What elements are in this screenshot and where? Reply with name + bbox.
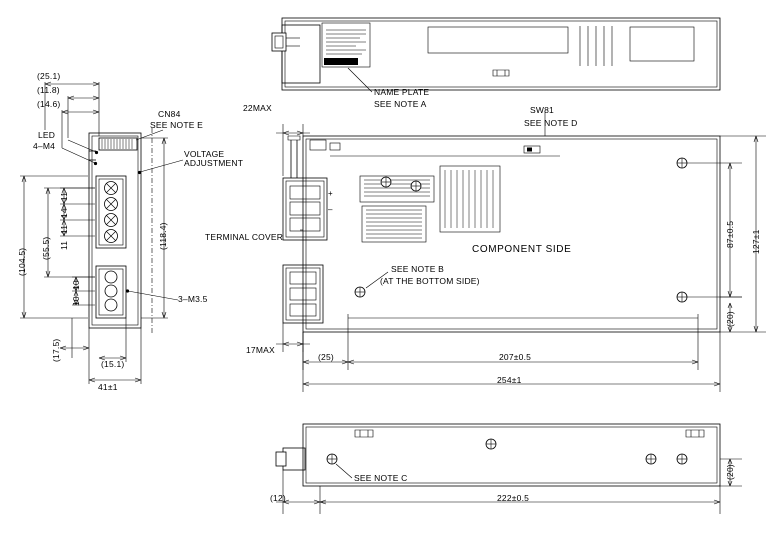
dim-127: 127±1 xyxy=(751,229,761,254)
led-label: LED xyxy=(38,130,56,140)
terminal-minus-label: – xyxy=(328,205,333,214)
dim-14: 14 xyxy=(59,208,69,218)
dim-11-8: (11.8) xyxy=(37,85,60,95)
dim-118-4: (118.4) xyxy=(158,222,168,250)
see-note-e-label: SEE NOTE E xyxy=(150,120,204,130)
see-note-d-label: SEE NOTE D xyxy=(524,118,578,128)
dim-104-5: (104.5) xyxy=(17,247,27,276)
dim-11-a: 11 xyxy=(59,191,69,201)
dim-22max: 22MAX xyxy=(243,103,272,113)
dim-55-5: (55.5) xyxy=(41,236,51,260)
dim-10-b: 10 xyxy=(71,296,81,306)
see-note-c-label: SEE NOTE C xyxy=(354,473,408,483)
dim-207: 207±0.5 xyxy=(499,352,532,362)
dim-14-6: (14.6) xyxy=(37,99,61,109)
see-note-a-label: SEE NOTE A xyxy=(374,99,427,109)
dim-15-1: (15.1) xyxy=(101,359,125,369)
terminal-cover-label: TERMINAL COVER xyxy=(205,232,284,242)
name-plate-label: NAME PLATE xyxy=(374,87,430,97)
component-side-label: COMPONENT SIDE xyxy=(472,244,572,255)
dim-12: (12) xyxy=(270,493,286,503)
dim-41: 41±1 xyxy=(98,382,118,392)
dim-254: 254±1 xyxy=(497,375,522,385)
dim-17-5: (17.5) xyxy=(51,338,61,362)
dim-20-a: (20) xyxy=(725,311,735,327)
cn84-label: CN84 xyxy=(158,109,181,119)
terminal-plus-label: + xyxy=(328,189,333,198)
dim-25-1: (25.1) xyxy=(37,71,61,81)
dim-25: (25) xyxy=(318,352,334,362)
dim-4-m4: 4–M4 xyxy=(33,141,56,151)
dim-10: 10 xyxy=(71,280,81,290)
dim-3-m35: 3–M3.5 xyxy=(178,294,208,304)
dim-11-b: 11 xyxy=(59,224,69,234)
dim-17max: 17MAX xyxy=(246,345,275,355)
at-bottom-side-label: (AT THE BOTTOM SIDE) xyxy=(380,276,480,286)
dim-11-c: 11 xyxy=(59,240,69,250)
dim-87: 87±0.5 xyxy=(725,220,735,248)
sw81-label: SW81 xyxy=(530,105,554,115)
see-note-b-label: SEE NOTE B xyxy=(391,264,445,274)
dim-20-b: (20) xyxy=(725,464,735,480)
dim-222: 222±0.5 xyxy=(497,493,530,503)
voltage-adjustment-label: VOLTAGE ADJUSTMENT xyxy=(184,149,244,168)
